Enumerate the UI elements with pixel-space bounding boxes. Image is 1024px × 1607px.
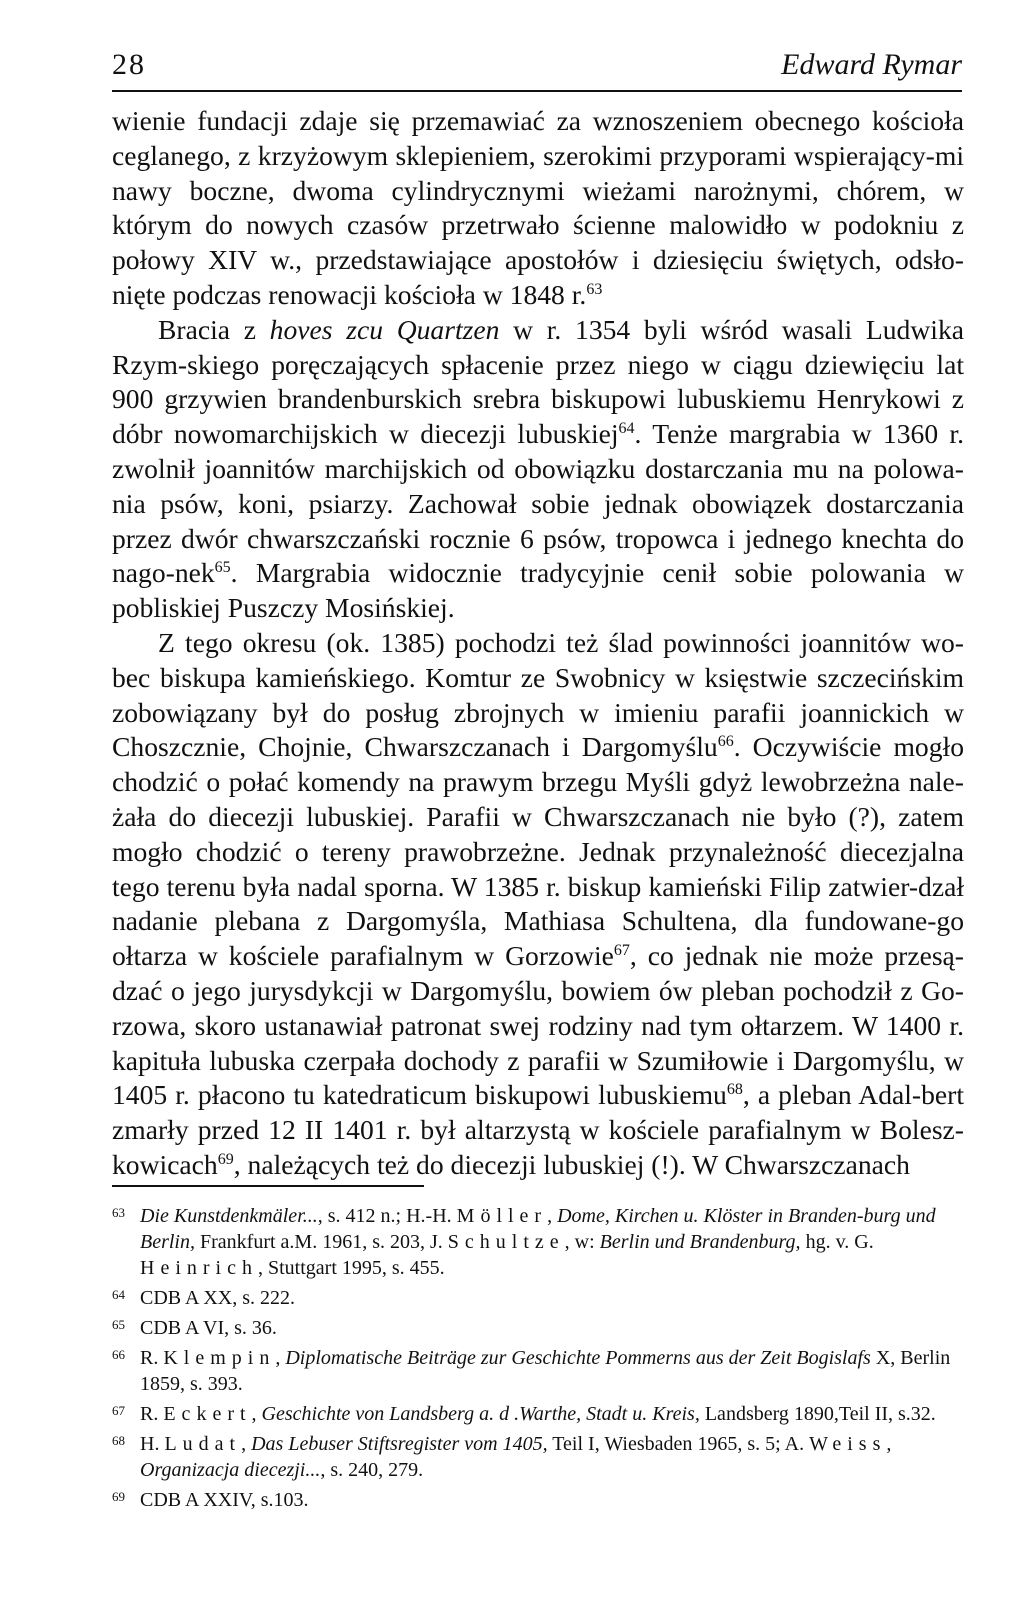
footnote-text: , bbox=[275, 1347, 286, 1369]
footnote-author: Ludat bbox=[164, 1433, 242, 1455]
footnote-author: Möller bbox=[456, 1205, 548, 1227]
footnote-66 bbox=[112, 1345, 964, 1397]
footnote-text: , bbox=[886, 1433, 892, 1455]
footnote-number: 67 bbox=[112, 1403, 125, 1418]
footnote-ref-68: 68 bbox=[726, 1081, 743, 1099]
paragraph-3-text-b: . Oczywiście mogło chodzić o połać komendy na prawym brzegu Myśli gdyż lewobrzeżna nale-żała do diecezji lubuskiej. Parafii w Chwarszczanach nie było (?), zatem mogło chodzić o tereny prawobrzeżne. Jednak przynależność diecezjalna tego terenu była nadal sporna. W 1385 r. biskup kamieński Filip zatwier-dzał nadanie plebana z Dargomyśla, Mathiasa Schultena, dla fundowane-go ołtarza w kościele parafialnym w Gorzowie bbox=[112, 731, 964, 972]
footnote-text: R. bbox=[140, 1403, 164, 1425]
footnote-author: Klempin bbox=[163, 1347, 276, 1369]
footnote-text: CDB A XXIV, s.103. bbox=[140, 1489, 309, 1511]
footnote-68 bbox=[112, 1431, 964, 1483]
footnote-text: R. bbox=[140, 1347, 164, 1369]
footnote-65 bbox=[112, 1315, 964, 1341]
paragraph-2-text-b: w r. 1354 byli wśród wasali Ludwika Rzym-skiego poręczających spłacenie przez niego w ciągu dziewięciu lat 900 grzywien brandenburskich srebra biskupowi lubuskiemu Henrykowi z dóbr nowomarchijskich w diecezji lubuskiej bbox=[112, 313, 964, 450]
paragraph-2-italic: hoves zcu Quartzen bbox=[269, 313, 500, 345]
footnote-text: CDB A XX, s. 222. bbox=[140, 1287, 296, 1309]
footnote-text: Teil I, Wiesbaden 1965, s. 5; A. bbox=[547, 1433, 810, 1455]
footnote-64 bbox=[112, 1285, 964, 1311]
footnote-ref-63: 63 bbox=[586, 280, 603, 298]
footnote-title: Das Lebuser Stiftsregister vom 1405, bbox=[251, 1433, 548, 1455]
paragraph-3-text-d: , a pleban Adal-bert zmarły przed 12 II 1401 r. był altarzystą w kościele parafialnym w Bolesz-kowicach bbox=[112, 1079, 964, 1180]
footnote-number: 68 bbox=[112, 1433, 125, 1448]
paragraph-2-text-c: . Tenże margrabia w 1360 r. zwolnił joannitów marchijskich od obowiązku dostarczania mu na polowa-nia psów, koni, psiarzy. Zachował sobie jednak obowiązek dostarczania przez dwór chwarszczański rocznie 6 psów, tropowca i jednego knechta do nago-nek bbox=[112, 418, 964, 589]
paragraph-3-text-e: , należących też do diecezji lubuskiej (!). W Chwarszczanach bbox=[233, 1148, 910, 1180]
footnote-title: Geschichte von Landsberg a. d .Warthe, Stadt u. Kreis, bbox=[261, 1403, 700, 1425]
footnote-number: 69 bbox=[112, 1489, 125, 1504]
paragraph-3 bbox=[112, 626, 964, 1183]
paragraph-3-text-a: Z tego okresu (ok. 1385) pochodzi też ślad powinności joannitów wo-bec biskupa kamieńskiego. Komtur ze Swobnicy w księstwie szczecińskim zobowiązany był do posług zbrojnych w imieniu parafii joannickich w Choszcznie, Chojnie, Chwarszczanach i Dargomyślu bbox=[112, 626, 964, 763]
footnote-author: Eckert bbox=[163, 1403, 252, 1425]
footnote-text: Frankfurt a.M. 1961, s. 203, J. bbox=[195, 1231, 448, 1253]
footnote-author: Heinrich bbox=[140, 1257, 258, 1279]
footnote-text: X, Berlin 1859, s. 393. bbox=[140, 1347, 951, 1395]
footnote-text: , w: bbox=[564, 1231, 600, 1253]
footnote-number: 65 bbox=[112, 1317, 125, 1332]
footnote-title: Organizacja diecezji... bbox=[140, 1459, 321, 1481]
footnote-text: CDB A VI, s. 36. bbox=[140, 1317, 277, 1339]
paragraph-1 bbox=[112, 104, 964, 313]
page-number: 28 bbox=[112, 48, 146, 81]
footnote-author: Weiss bbox=[809, 1433, 887, 1455]
footnotes bbox=[112, 1203, 964, 1517]
footnote-number: 64 bbox=[112, 1287, 125, 1302]
footnote-69 bbox=[112, 1487, 964, 1513]
footnote-text: , bbox=[547, 1205, 558, 1227]
footnote-title: Diplomatische Beiträge zur Geschichte Pommerns aus der Zeit Bogislafs bbox=[285, 1347, 871, 1369]
footnote-text: , s. 240, 279. bbox=[320, 1459, 424, 1481]
footnote-text: H. bbox=[140, 1433, 165, 1455]
footnote-text: , Stuttgart 1995, s. 455. bbox=[257, 1257, 445, 1279]
footnote-title: Berlin und Brandenburg, bbox=[599, 1231, 801, 1253]
footnote-ref-64: 64 bbox=[618, 419, 635, 437]
footnote-67 bbox=[112, 1401, 964, 1427]
footnote-author: Schultze bbox=[447, 1231, 565, 1253]
footnote-number: 63 bbox=[112, 1205, 125, 1220]
paragraph-2-text-d: . Margrabia widocznie tradycyjnie cenił sobie polowania w pobliskiej Puszczy Mosińskiej. bbox=[112, 557, 964, 624]
running-head: Edward Rymar bbox=[781, 48, 962, 81]
footnote-ref-65: 65 bbox=[214, 559, 231, 577]
footnote-title: Dome, Kirchen u. Klöster in Branden-burg und Berlin, bbox=[140, 1205, 936, 1253]
paragraph-2-text-a: Bracia z bbox=[158, 313, 270, 345]
footnote-text: , s. 412 n.; H.-H. bbox=[317, 1205, 457, 1227]
footnote-63 bbox=[112, 1203, 964, 1281]
footnote-text: , bbox=[251, 1403, 262, 1425]
footnote-text: Landsberg 1890,Teil II, s.32. bbox=[699, 1403, 936, 1425]
paragraph-2 bbox=[112, 313, 964, 626]
footnote-ref-67: 67 bbox=[613, 941, 630, 959]
footnote-text: , bbox=[241, 1433, 252, 1455]
paragraph-1-text: wienie fundacji zdaje się przemawiać za wznoszeniem obecnego kościoła ceglanego, z krzyżowym sklepieniem, szerokimi przyporami wspierający-mi nawy boczne, dwoma cylindrycznymi wieżami narożnymi, chórem, w którym do nowych czasów przetrwało ścienne malowidło w podokniu z połowy XIV w., przedstawiające apostołów i dziesięciu świętych, odsło-nięte podczas renowacji kościoła w 1848 r. bbox=[112, 105, 964, 310]
footnote-rule bbox=[112, 1185, 424, 1187]
page-header bbox=[112, 44, 962, 92]
main-text bbox=[112, 104, 964, 1183]
footnote-title: Die Kunstdenkmäler... bbox=[140, 1205, 318, 1227]
footnote-text: hg. v. G. bbox=[800, 1231, 874, 1253]
footnote-ref-66: 66 bbox=[717, 733, 734, 751]
paragraph-3-text-c: , co jednak nie może przesą-dzać o jego jurysdykcji w Dargomyślu, bowiem ów pleban pochodził z Go-rzowa, skoro ustanawiał patronat swej rodziny nad tym ołtarzem. W 1400 r. kapituła lubuska czerpała dochody z parafii w Szumiłowie i Dargomyślu, w 1405 r. płacono tu katedraticum biskupowi lubuskiemu bbox=[112, 940, 964, 1111]
footnote-number: 66 bbox=[112, 1347, 125, 1362]
footnote-ref-69: 69 bbox=[217, 1150, 234, 1168]
